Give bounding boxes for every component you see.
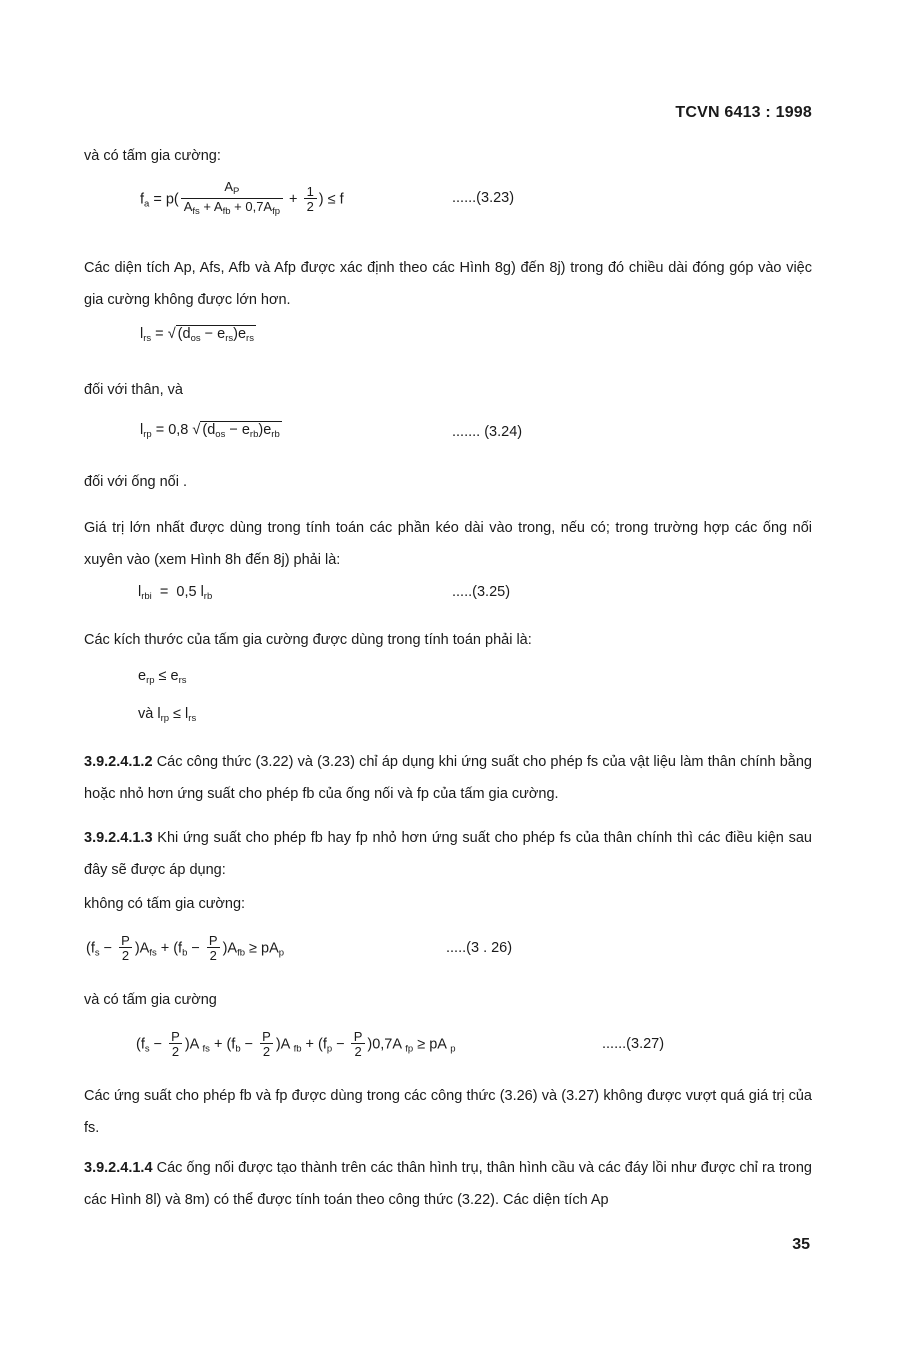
equation-3-26: ($f_s$ − $\frac{P}{2}$ )$A_{fs} + (f_b$ − $\frac{P}{2}$ )$A_{fb} \ge pA_p$ xyxy=(86,933,285,963)
square-root: √ $(d_{os} - e_{rs})e_{rs}$ xyxy=(167,326,254,344)
paragraph-for-shell: đối với thân, và xyxy=(84,382,183,398)
clause-number: 3.9.2.4.1.2 xyxy=(84,754,153,770)
paragraph-with-reinforcement: và có tấm gia cường: xyxy=(84,148,221,164)
paragraph-for-nozzle: đối với ống nối . xyxy=(84,474,188,490)
equation-3-23: $f_a = p$( $\frac{A_P}{A_{fs} + A_{fb} + 0,7A_{fp}}$ + $\frac{1}{2}$ ) ≤ f xyxy=(140,179,344,217)
equation-3-24: $l_{rp} = 0,8$ √ $(d_{os} - e_{rb})e_{rb}$ xyxy=(140,422,280,440)
clause-number: 3.9.2.4.1.3 xyxy=(84,830,153,846)
fraction: $\frac{A_P}{A_{fs} + A_{fb} + 0,7A_{fp}}$ xyxy=(181,180,283,219)
equation-label-3-27: ......(3.27) xyxy=(602,1036,665,1052)
equation-lrs: $l_{rs}$ = √ $(d_{os} - e_{rs})e_{rs}$ xyxy=(140,326,254,344)
page-number: 35 xyxy=(792,1236,810,1253)
document-header: TCVN 6413 : 1998 xyxy=(675,104,812,121)
paragraph-allowable-stress: Các ứng suất cho phép fb và fp được dùng trong các công thức (3.26) và (3.27) không được vượt quá giá trị của fs. xyxy=(84,1088,812,1136)
condition-e: $e_{rp} \le e_{rs}$ xyxy=(138,668,187,686)
square-root: √ $(d_{os} - e_{rb})e_{rb}$ xyxy=(192,422,280,440)
paragraph-without-reinforcement: không có tấm gia cường: xyxy=(84,896,246,912)
equation-label-3-23: ......(3.23) xyxy=(452,190,515,206)
paragraph-with-reinforcement-2: và có tấm gia cường xyxy=(84,992,217,1008)
equation-label-3-25: .....(3.25) xyxy=(452,584,511,600)
equation-label-3-24: ....... (3.24) xyxy=(452,424,523,440)
equation-label-3-26: .....(3 . 26) xyxy=(446,940,513,956)
paragraph-areas: Các diện tích Ap, Afs, Afb và Afp được xác định theo các Hình 8g) đến 8j) trong đó chiều dài đóng góp vào việc gia cường không được lớn hơn. xyxy=(84,260,812,308)
half-fraction: $\frac{1}{2}$ xyxy=(304,185,317,214)
condition-l: và $l_{rp} \le l_{rs}$ xyxy=(138,706,197,724)
clause-3-9-2-4-1-2: 3.9.2.4.1.2 Các công thức (3.22) và (3.23) chỉ áp dụng khi ứng suất cho phép fs của vật liệu làm thân chính bằng hoặc nhỏ hơn ứng suất cho phép fb của ống nối và fp của tấm gia cường. xyxy=(84,754,812,802)
clause-3-9-2-4-1-3: 3.9.2.4.1.3 Khi ứng suất cho phép fb hay fp nhỏ hơn ứng suất cho phép fs của thân chính thì các điều kiện sau đây sẽ được áp dụng: xyxy=(84,830,812,878)
paragraph-max-value: Giá trị lớn nhất được dùng trong tính toán các phần kéo dài vào trong, nếu có; trong trường hợp các ống nối xuyên vào (xem Hình 8h đến 8j) phải là: xyxy=(84,520,812,568)
paragraph-dimensions: Các kích thước của tấm gia cường được dùng trong tính toán phải là: xyxy=(84,632,532,648)
equation-3-25: $l_{rbi} = 0,5$ $l_{rb}$ xyxy=(138,584,213,602)
clause-number: 3.9.2.4.1.4 xyxy=(84,1160,153,1176)
equation-3-27: ($f_s$ − $\frac{P}{2}$ )A $_{fs} + (f_b$ − $\frac{P}{2}$ )A $_{fb} + (f_p$ − $\frac{P}{2}$ )0,7A $_{fp}$ ≥ pA $_p$ xyxy=(136,1029,456,1059)
clause-3-9-2-4-1-4: 3.9.2.4.1.4 Các ống nối được tạo thành trên các thân hình trụ, thân hình cầu và các đáy lồi như được chỉ ra trong các Hình 8l) và 8m) có thể được tính toán theo công thức (3.22). Các diện tích Ap xyxy=(84,1160,812,1208)
